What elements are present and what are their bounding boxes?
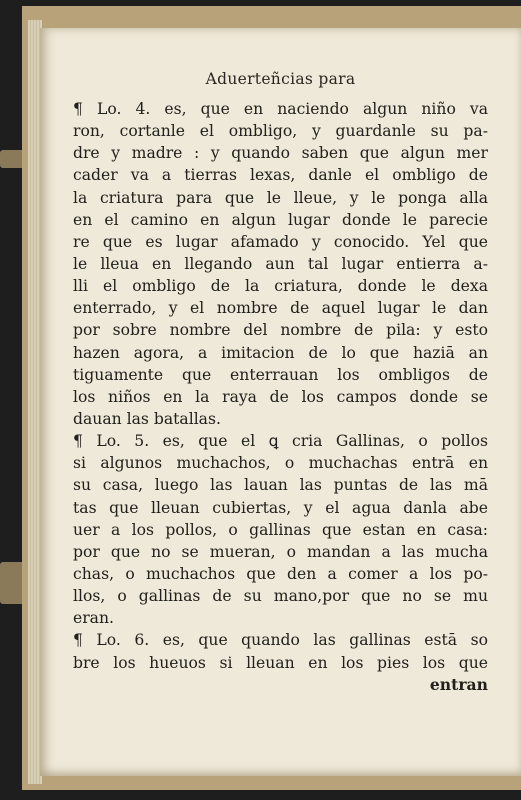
text-line: le lleua en llegando aun tal lugar entierra a- bbox=[73, 254, 488, 273]
text-line: cader va a tierras lexas, danle el ombligo de bbox=[73, 166, 488, 185]
text-line: hazen agora, a imitacion de lo que haziā an bbox=[73, 343, 488, 362]
text-line: ron, cortanle el ombligo, y guardanle su pa- bbox=[73, 122, 488, 141]
text-line: llos, o gallinas de su mano,por que no se mu bbox=[73, 587, 488, 606]
text-line: uer a los pollos, o gallinas que estan en casa: bbox=[73, 520, 488, 539]
catchword: entran bbox=[429, 674, 488, 694]
text-line: ¶ Lo. 6. es, que quando las gallinas estā so bbox=[73, 631, 488, 650]
text-line: re que es lugar afamado y conocido. Yel que bbox=[73, 232, 488, 251]
running-head: Aduerteñcias para bbox=[205, 70, 356, 88]
text-line: dauan las batallas. bbox=[73, 409, 221, 428]
text-line: si algunos muchachos, o muchachas entrā en bbox=[73, 454, 488, 473]
text-line: los niños en la raya de los campos donde se bbox=[73, 387, 488, 406]
text-line: su casa, luego las lauan las puntas de las mā bbox=[73, 476, 488, 495]
text-line: la criatura para que le lleue, y le ponga alla bbox=[73, 188, 488, 207]
body-text bbox=[73, 98, 488, 696]
text-line: ¶ Lo. 4. es, que en naciendo algun niño va bbox=[73, 100, 488, 118]
text-line: ¶ Lo. 5. es, que el ꝗ cria Gallinas, o pollos bbox=[73, 432, 488, 451]
text-line: por que no se mueran, o mandan a las mucha bbox=[73, 542, 488, 561]
text-line: tiguamente que enterrauan los ombligos de bbox=[73, 365, 488, 384]
text-line: enterrado, y el nombre de aquel lugar le dan bbox=[73, 299, 488, 318]
text-line: bre los hueuos si lleuan en los pies los que bbox=[73, 653, 488, 672]
text-line: tas que lleuan cubiertas, y el agua danla abe bbox=[73, 498, 488, 517]
text-line: lli el ombligo de la criatura, donde le dexa bbox=[73, 277, 488, 296]
text-line: eran. bbox=[73, 609, 114, 628]
text-line: chas, o muchachos que den a comer a los po- bbox=[73, 564, 488, 583]
text-line: en el camino en algun lugar donde le parecie bbox=[73, 210, 488, 229]
text-line: por sobre nombre del nombre de pila: y esto bbox=[73, 321, 488, 340]
text-line: dre y madre : y quando saben que algun mer bbox=[73, 144, 488, 163]
